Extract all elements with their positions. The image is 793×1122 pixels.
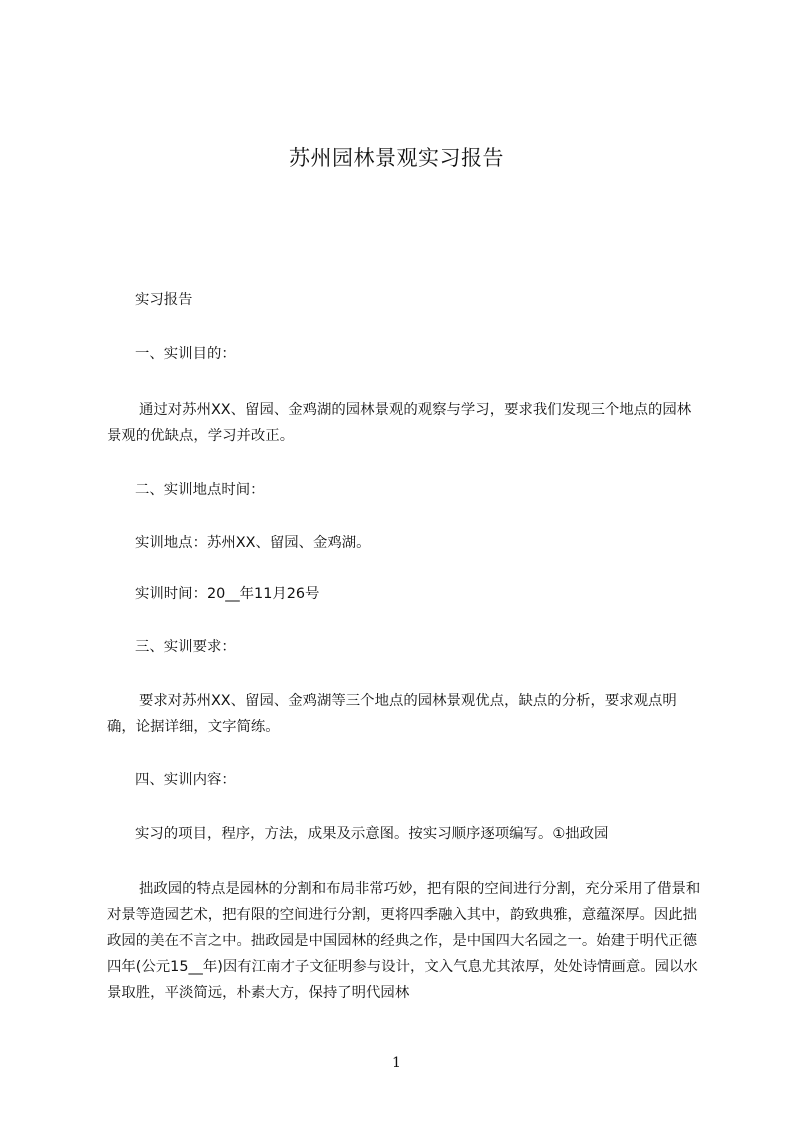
paragraph-report-label: 实习报告 [135,292,193,308]
page-number: 1 [392,1055,401,1071]
heading-training-purpose: 一、实训目的： [135,346,236,362]
paragraph-zhuozheng-garden: 拙政园的特点是园林的分割和布局非常巧妙，把有限的空间进行分割，充分采用了借景和对景等造园艺术，把有限的空间进行分割，更将四季融入其中，韵致典雅，意蕴深厚。因此拙政园的美在不言之中。拙政园是中国园林的经典之作，是中国四大名园之一。始建于明代正德四年(公元15__年)因有江南才子文征明参与设计，文入气息尤其浓厚，处处诗情画意。园以水景取胜，平淡简远，朴素大方，保持了明代园林 [107,881,701,1001]
heading-training-location-time: 二、实训地点时间： [135,482,265,498]
paragraph-training-items: 实习的项目，程序，方法，成果及示意图。按实习顺序逐项编写。①拙政园 [135,826,609,842]
heading-training-requirements: 三、实训要求： [135,639,236,655]
paragraph-training-purpose: 通过对苏州XX、留园、金鸡湖的园林景观的观察与学习，要求我们发现三个地点的园林景观的优缺点，学习并改正。 [107,402,692,444]
paragraph-training-requirements: 要求对苏州XX、留园、金鸡湖等三个地点的园林景观优点，缺点的分析，要求观点明确，论据详细，文字简练。 [107,693,677,735]
heading-training-content: 四、实训内容： [135,772,236,788]
paragraph-training-time: 实训时间：20__年11月26号 [135,586,320,602]
paragraph-training-location: 实训地点：苏州XX、留园、金鸡湖。 [135,535,371,551]
document-title: 苏州园林景观实习报告 [289,146,504,170]
